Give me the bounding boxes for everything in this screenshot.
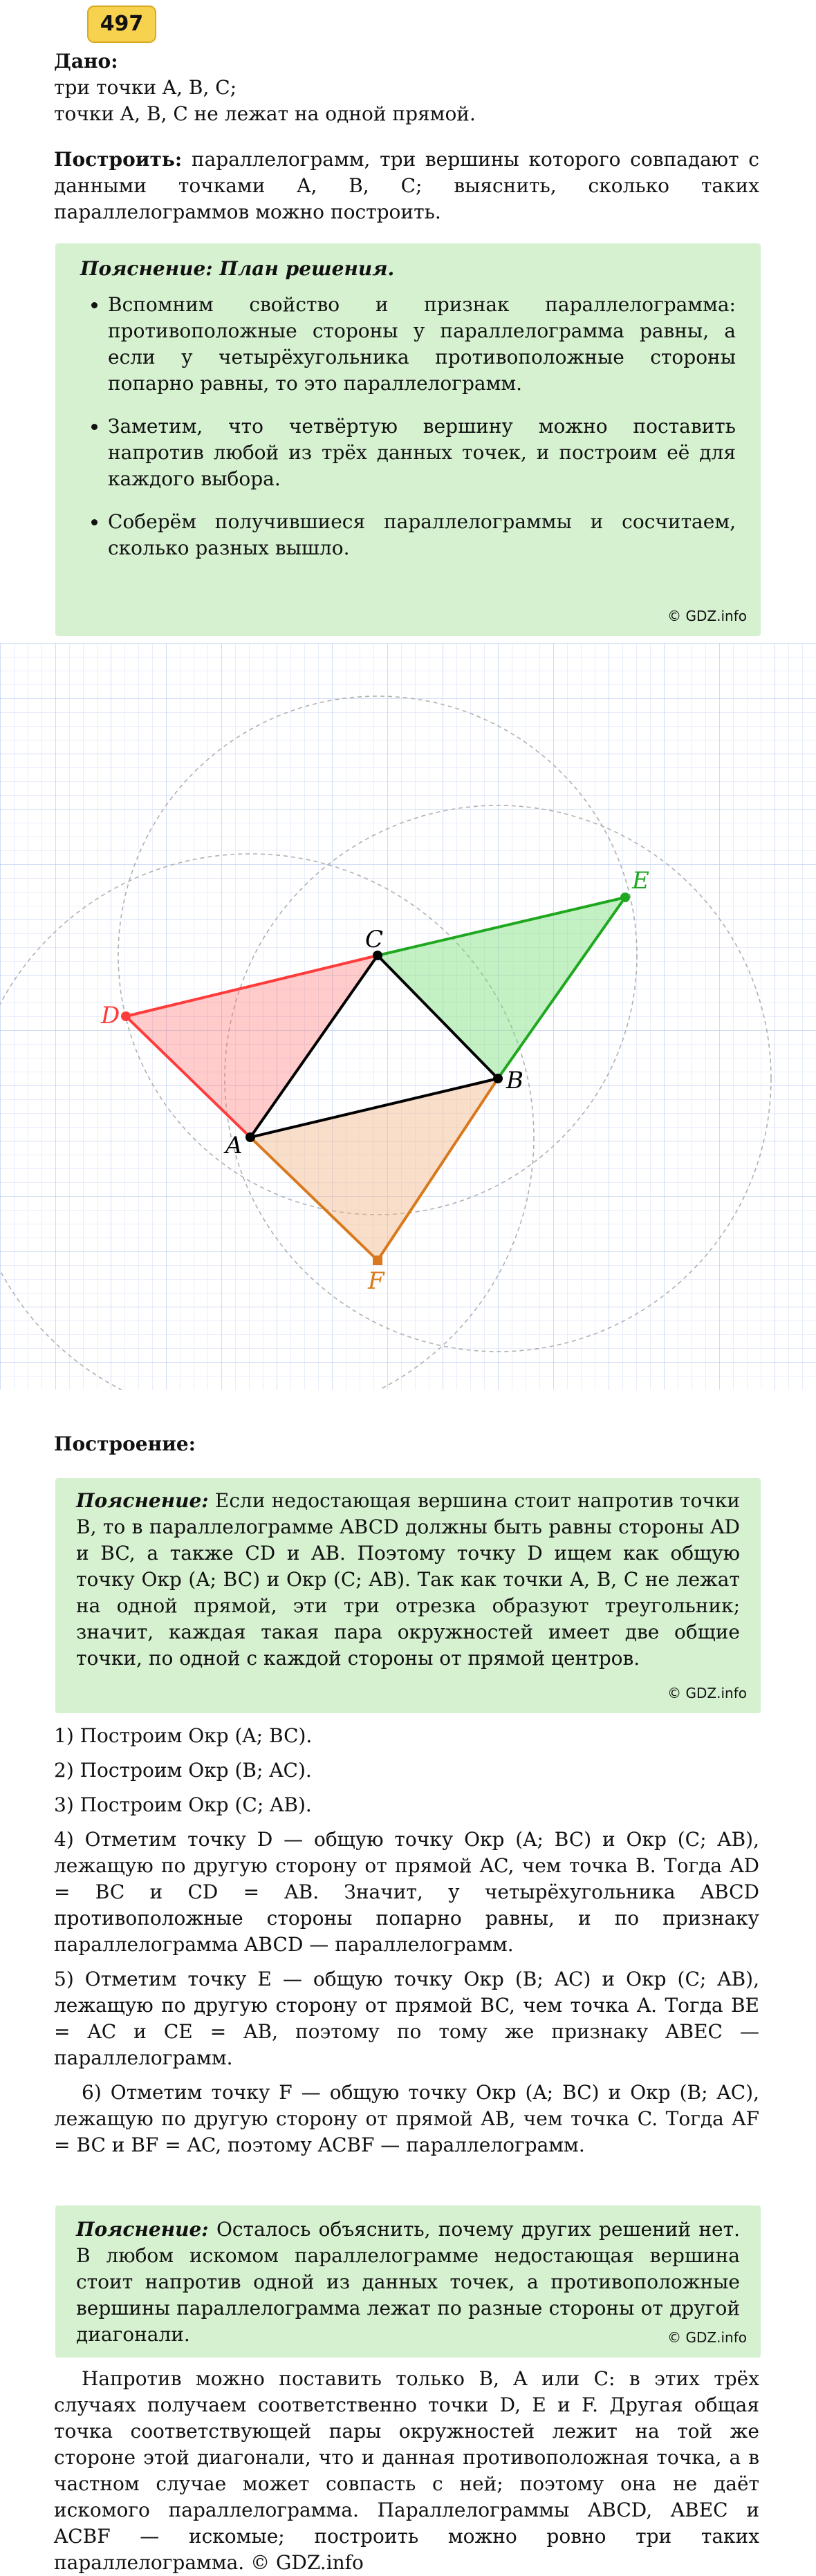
label-d: D [101,1002,120,1029]
plan-list [80,292,736,561]
given-title: Дано: [54,50,118,73]
given-line-1: три точки A, B, C; [54,76,237,99]
plan-item-2: • Заметим, что четвёртую вершину можно поставить напротив любой из трёх данных точек, и построим её для каждого выбора. [108,413,736,492]
step-6: 6) Отметим точку F — общую точку Окр (A; BC) и Окр (B; AC), лежащую по другую сторону от прямой AB, чем точка C. Тогда AF = BC и BF = AC, поэтому ACBF — параллелограмм. [54,2081,759,2156]
conclusion-text: Напротив можно поставить только B, A или C: в этих трёх случаях получаем соответственно точки D, E и F. Другая общая точка соответствующей пары окружностей лежит на той же стороне этой диагонали, что и данная противоположная точка, а в частном случае может совпасть с ней; поэтому она не даёт искомого параллелограмма. Параллелограммы ABCD, ABEC и ACBF — искомые; построить можно ровно три таких параллелограмма. [54,2367,759,2574]
construct-section [54,147,759,225]
conclusion-credit: © GDZ.info [250,2551,364,2574]
point-b [493,1074,503,1083]
plan-item-1: • Вспомним свойство и признак параллелограмма: противоположные стороны у параллелограмма равны, а если у четырёхугольника противоположные стороны попарно равны, то это параллелограмм. [108,292,736,397]
construct-title: Построить: [54,148,183,171]
construct-text: параллелограмм, три вершины которого совпадают с данными точками A, B, C; выяснить, сколько таких параллелограммов можно построить. [54,148,759,223]
label-a: A [225,1132,243,1159]
note2-box [55,2205,761,2358]
step-3: 3) Построим Окр (C; AB). [54,1793,312,1816]
construction-figure [0,643,816,1390]
step-2: 2) Построим Окр (B; AC). [54,1759,312,1782]
label-e: E [632,867,649,895]
construction-note-credit: © GDZ.info [667,1685,747,1701]
construction-note-text: Если недостающая вершина стоит напротив точки B, то в параллелограмме ABCD должны быть равны стороны AD и BC, а также CD и AB. Поэтому точку D ищем как общую точку Окр (A; BC) и Окр (C; AB). Так как точки A, B, C не лежат на одной прямой, эти три отрезка образуют треугольник; значит, каждая такая пара окружностей имеет две общие точки, по одной с каждой стороны от прямой центров. [76,1489,740,1670]
construction-note-box [55,1478,761,1713]
label-b: B [506,1067,523,1094]
conclusion [54,2366,759,2576]
point-d [121,1011,131,1021]
step-5: 5) Отметим точку E — общую точку Окр (B; AC) и Окр (C; AB), лежащую по другую сторону от прямой BC, чем точка A. Тогда BE = AC и CE = AB, поэтому по тому же признаку ABEC — параллелограмм. [54,1968,759,2069]
note2-credit: © GDZ.info [667,2329,747,2346]
construction-note-title: Пояснение: [76,1489,209,1512]
point-f [373,1256,382,1265]
label-f: F [368,1267,384,1295]
step-4: 4) Отметим точку D — общую точку Окр (A; BC) и Окр (C; AB), лежащую по другую сторону от прямой AC, чем точка B. Тогда AD = BC и CD = AB. Значит, у четырёхугольника ABCD противоположные стороны попарно равны, и по признаку параллелограмма ABCD — параллелограмм. [54,1828,759,1956]
problem-number-badge: 497 [87,6,156,43]
step-1: 1) Построим Окр (A; BC). [54,1724,313,1747]
given-section [54,48,759,127]
note2-text: Осталось объяснить, почему других решений нет. В любом искомом параллелограмме недостающая вершина стоит напротив одной из данных точек, а противоположные вершины параллелограмма лежат по разные стороны от другой диагонали. [76,2218,740,2346]
plan-box [55,243,761,636]
given-line-2: точки A, B, C не лежат на одной прямой. [54,102,476,125]
note2-title: Пояснение: [76,2218,209,2241]
plan-credit: © GDZ.info [667,608,747,624]
figure-svg [0,643,816,1390]
construction-title: Построение: [54,1432,196,1455]
plan-title: Пояснение: План решения. [80,257,395,280]
construction-steps [54,1723,759,2167]
label-c: C [365,926,384,953]
point-a [245,1132,255,1142]
plan-item-3: • Соберём получившиеся параллелограммы и сосчитаем, сколько разных вышло. [108,509,736,561]
point-e [620,893,630,902]
